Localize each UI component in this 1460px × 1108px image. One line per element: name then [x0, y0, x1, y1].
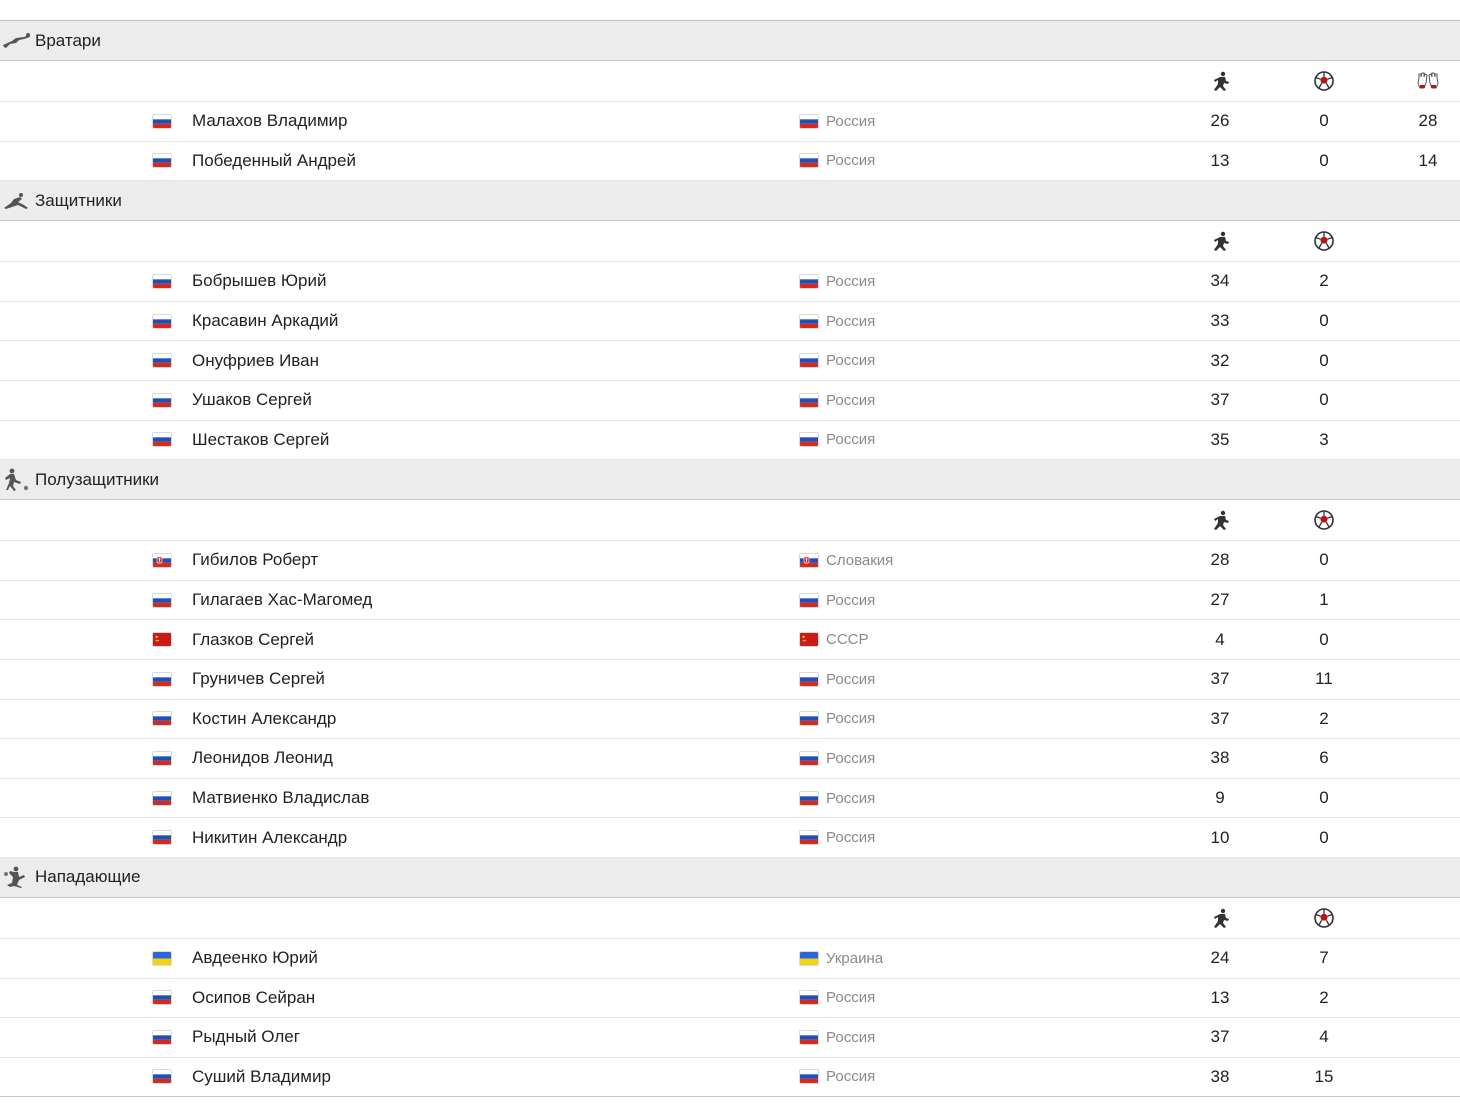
nationality-flag-icon	[153, 779, 171, 818]
player-row	[0, 302, 1460, 342]
country-flag-icon	[800, 818, 818, 857]
country-flag-icon	[800, 620, 818, 659]
player-row	[0, 262, 1460, 302]
country-flag-icon	[800, 302, 818, 341]
player-name-link[interactable]: Рыдный Олег	[192, 1027, 300, 1047]
country-flag-icon	[800, 581, 818, 620]
goals-scored: 15	[1314, 1066, 1334, 1086]
nationality-flag-icon	[153, 660, 171, 699]
country-flag-icon	[800, 102, 818, 141]
goals-scored: 0	[1319, 350, 1329, 370]
country-link[interactable]: Россия	[826, 112, 876, 130]
player-row	[0, 381, 1460, 421]
goals-scored: 7	[1319, 948, 1329, 968]
country-link[interactable]: Россия	[826, 670, 876, 688]
position-title: Нападающие	[35, 867, 141, 887]
games-played: 32	[1210, 350, 1230, 370]
country-link[interactable]: Россия	[826, 1068, 876, 1086]
games-played: 37	[1210, 708, 1230, 728]
nationality-flag-icon	[153, 939, 171, 978]
games-played: 4	[1215, 629, 1225, 649]
nationality-flag-icon	[153, 262, 171, 301]
player-running-icon	[1190, 221, 1250, 261]
nationality-flag-icon	[153, 1058, 171, 1097]
nationality-flag-icon	[153, 620, 171, 659]
position-header	[0, 181, 1460, 221]
country-link[interactable]: Россия	[826, 152, 876, 170]
player-name-link[interactable]: Красавин Аркадий	[192, 311, 339, 331]
games-played: 13	[1210, 150, 1230, 170]
goals-scored: 6	[1319, 748, 1329, 768]
country-flag-icon	[800, 779, 818, 818]
player-row	[0, 939, 1460, 979]
player-row	[0, 620, 1460, 660]
games-played: 26	[1210, 111, 1230, 131]
country-flag-icon	[800, 1058, 818, 1097]
games-played: 24	[1210, 948, 1230, 968]
goals-scored: 0	[1319, 827, 1329, 847]
games-played: 13	[1210, 987, 1230, 1007]
position-header	[0, 858, 1460, 898]
position-title: Полузащитники	[35, 469, 160, 489]
player-name-link[interactable]: Шестаков Сергей	[192, 429, 330, 449]
soccer-ball-icon	[1294, 61, 1354, 101]
nationality-flag-icon	[153, 700, 171, 739]
player-running-icon	[1190, 61, 1250, 101]
country-flag-icon	[800, 421, 818, 460]
nationality-flag-icon	[153, 341, 171, 380]
stats-header-row	[0, 500, 1460, 541]
player-name-link[interactable]: Глазков Сергей	[192, 629, 315, 649]
country-link[interactable]: СССР	[826, 631, 869, 649]
country-flag-icon	[800, 142, 818, 181]
country-link[interactable]: Россия	[826, 829, 876, 847]
player-row	[0, 142, 1460, 182]
country-flag-icon	[800, 262, 818, 301]
country-link[interactable]: Россия	[826, 989, 876, 1007]
goals-scored: 0	[1319, 111, 1329, 131]
games-played: 9	[1215, 788, 1225, 808]
nationality-flag-icon	[153, 979, 171, 1018]
goals-scored: 0	[1319, 550, 1329, 570]
nationality-flag-icon	[153, 739, 171, 778]
country-link[interactable]: Россия	[826, 710, 876, 728]
country-flag-icon	[800, 381, 818, 420]
midfielder-icon	[2, 468, 32, 492]
player-name-link[interactable]: Авдеенко Юрий	[192, 948, 318, 968]
player-row	[0, 102, 1460, 142]
games-played: 33	[1210, 311, 1230, 331]
position-title: Вратари	[35, 30, 101, 50]
player-name-link[interactable]: Гибилов Роберт	[192, 550, 319, 570]
goals-scored: 2	[1319, 987, 1329, 1007]
player-running-icon	[1190, 898, 1250, 938]
games-played: 37	[1210, 390, 1230, 410]
goals-scored: 0	[1319, 629, 1329, 649]
country-link[interactable]: Россия	[826, 1028, 876, 1046]
games-played: 28	[1210, 550, 1230, 570]
country-link[interactable]: Россия	[826, 352, 876, 370]
country-flag-icon	[800, 739, 818, 778]
nationality-flag-icon	[153, 142, 171, 181]
player-row	[0, 739, 1460, 779]
nationality-flag-icon	[153, 581, 171, 620]
country-link[interactable]: Россия	[826, 312, 876, 330]
goals-conceded: 14	[1418, 150, 1438, 170]
nationality-flag-icon	[153, 541, 171, 580]
country-link[interactable]: Россия	[826, 789, 876, 807]
position-header	[0, 460, 1460, 500]
player-name-link[interactable]: Леонидов Леонид	[192, 748, 333, 768]
player-name-link[interactable]: Победенный Андрей	[192, 150, 356, 170]
position-header	[0, 21, 1460, 61]
position-title: Защитники	[35, 190, 122, 210]
player-row	[0, 541, 1460, 581]
player-name-link[interactable]: Онуфриев Иван	[192, 350, 319, 370]
nationality-flag-icon	[153, 302, 171, 341]
goals-scored: 2	[1319, 271, 1329, 291]
games-played: 27	[1210, 590, 1230, 610]
stats-header-row	[0, 61, 1460, 102]
player-row	[0, 1058, 1460, 1098]
country-link[interactable]: Россия	[826, 272, 876, 290]
games-played: 34	[1210, 271, 1230, 291]
games-played: 10	[1210, 827, 1230, 847]
goalkeeper-gloves-icon	[1398, 61, 1458, 101]
player-row	[0, 660, 1460, 700]
player-name-link[interactable]: Никитин Александр	[192, 827, 348, 847]
stats-header-row	[0, 221, 1460, 262]
country-flag-icon	[800, 541, 818, 580]
goalkeeper-icon	[2, 29, 32, 53]
country-link[interactable]: Россия	[826, 391, 876, 409]
goals-scored: 0	[1319, 390, 1329, 410]
player-name-link[interactable]: Костин Александр	[192, 708, 337, 728]
country-flag-icon	[800, 660, 818, 699]
nationality-flag-icon	[153, 818, 171, 857]
country-link[interactable]: Словакия	[826, 551, 894, 569]
nationality-flag-icon	[153, 381, 171, 420]
player-name-link[interactable]: Груничев Сергей	[192, 669, 325, 689]
player-row	[0, 421, 1460, 461]
nationality-flag-icon	[153, 1018, 171, 1057]
player-row	[0, 581, 1460, 621]
country-link[interactable]: Россия	[826, 591, 876, 609]
games-played: 37	[1210, 1027, 1230, 1047]
games-played: 37	[1210, 669, 1230, 689]
goals-scored: 1	[1319, 590, 1329, 610]
forward-icon	[2, 865, 32, 889]
goals-scored: 11	[1315, 669, 1333, 689]
country-flag-icon	[800, 700, 818, 739]
stats-header-row	[0, 898, 1460, 939]
soccer-ball-icon	[1294, 898, 1354, 938]
games-played: 35	[1210, 429, 1230, 449]
country-flag-icon	[800, 341, 818, 380]
country-flag-icon	[800, 1018, 818, 1057]
player-name-link[interactable]: Ушаков Сергей	[192, 390, 312, 410]
defender-icon	[2, 189, 32, 213]
goals-scored: 3	[1319, 429, 1329, 449]
games-played: 38	[1210, 748, 1230, 768]
player-running-icon	[1190, 500, 1250, 540]
goals-scored: 0	[1319, 788, 1329, 808]
player-name-link[interactable]: Матвиенко Владислав	[192, 788, 370, 808]
player-name-link[interactable]: Осипов Сейран	[192, 987, 316, 1007]
soccer-ball-icon	[1294, 221, 1354, 261]
player-row	[0, 341, 1460, 381]
soccer-ball-icon	[1294, 500, 1354, 540]
player-name-link[interactable]: Бобрышев Юрий	[192, 271, 327, 291]
goals-scored: 4	[1319, 1027, 1329, 1047]
player-name-link[interactable]: Малахов Владимир	[192, 111, 348, 131]
player-row	[0, 979, 1460, 1019]
player-row	[0, 818, 1460, 858]
player-name-link[interactable]: Суший Владимир	[192, 1066, 331, 1086]
goals-scored: 0	[1319, 150, 1329, 170]
nationality-flag-icon	[153, 421, 171, 460]
player-name-link[interactable]: Гилагаев Хас-Магомед	[192, 590, 373, 610]
country-flag-icon	[800, 939, 818, 978]
table-top-border	[0, 0, 1460, 21]
games-played: 38	[1210, 1066, 1230, 1086]
player-row	[0, 1018, 1460, 1058]
player-row	[0, 779, 1460, 819]
player-row	[0, 700, 1460, 740]
country-link[interactable]: Россия	[826, 431, 876, 449]
country-link[interactable]: Россия	[826, 749, 876, 767]
country-flag-icon	[800, 979, 818, 1018]
nationality-flag-icon	[153, 102, 171, 141]
country-link[interactable]: Украина	[826, 949, 884, 967]
goals-scored: 0	[1319, 311, 1329, 331]
goals-conceded: 28	[1418, 111, 1438, 131]
goals-scored: 2	[1319, 708, 1329, 728]
